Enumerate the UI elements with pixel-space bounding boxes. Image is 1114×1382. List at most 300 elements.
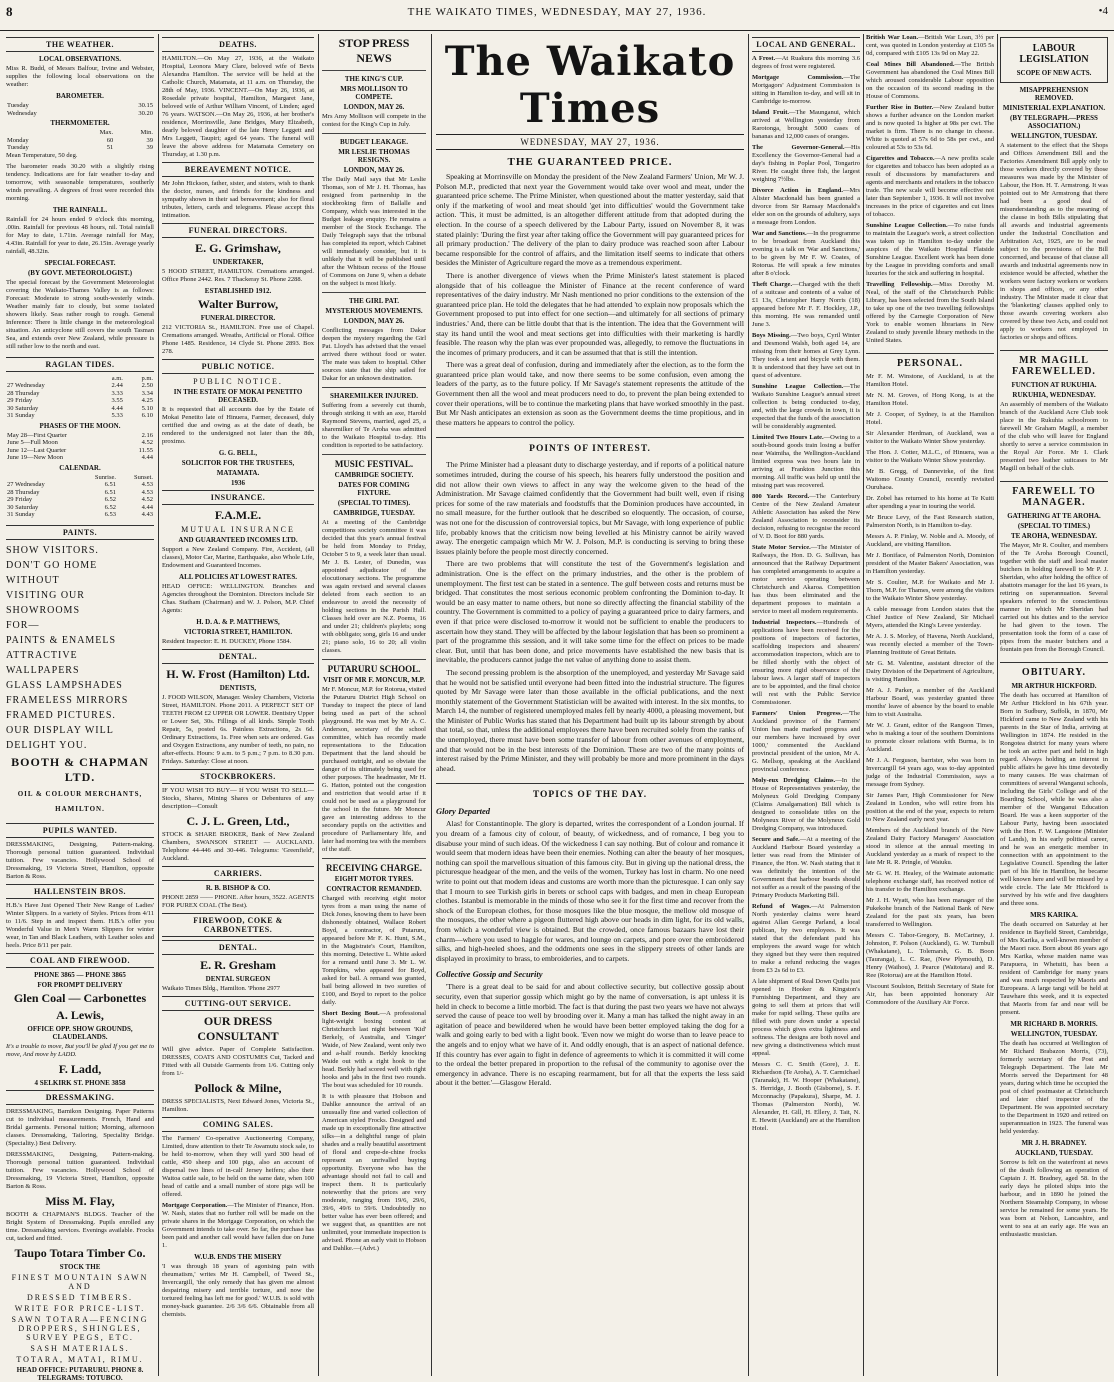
ad-line: FOR— [6, 619, 40, 631]
points-paragraph: The Prime Minister had a pleasant duty to discharge yesterday, and if reports of a political nature sometimes intruded, during the course of his speech, his hearers fully understood the position and did not allow their own views to affect in any way the welcome given to the head of the Administration. Mr Savage claimed confidently that the Government had built well, even if rising prices for some of the raw materials and foodstuffs that the Dominion produces have accounted, in no small measure, for the further outlook that he described so eloquently. The occasion, of course, was not one for the discussion of controversial topics, but Mr Savage, with long experience of public life, probably knows that the criticism now being levelled at his Ministry cannot be airily waved away. The energetic campaign which Mr W. J. Polson, M.P. is conducting is serving to bring these issues plainly before the people most directly concerned. [436, 460, 744, 556]
dressmaking-heading: DRESSMAKING. [6, 1090, 154, 1105]
news-item [752, 544, 860, 616]
barometer-reading: The barometer reads 30.20 with a slightly rising tendency. Indications are for fair weather to-day and tomorrow, with seasonable temperatures, southerly winds prevailing. A degrees of frost were recorded this morning. [6, 162, 154, 202]
news-item-text: —Hundreds of applications have been received for the positions of inspectors of factories, scaffolding inspectors and shearers' accommodation inspectors, which are to be filled shortly with the object of ensuring more rigid observance of the labour laws. A larger staff of inspectors are to be appointed, and the final choice will rest with the Public Service Commissioner. [752, 619, 860, 706]
dental-heading: DENTAL. [162, 649, 314, 664]
calendar-heading: CALENDAR. [59, 463, 101, 472]
budget-text: The Daily Mail says that Mr Leslie Thomas, son of Mr J. H. Thomas, has resigned from partnership in the stockbroking firm of Ballalle and Company, which was interested in the Budget leakage enquiry. He remains a member of the Stock Exchange. The Daily Telegraph says that the tribunal has completed its report, which Cabinet will immediately consider, but it is unlikely that it will be published until after the Whitsun recess of the House of Commons on June 9, when a debate on the subject is most likely. [322, 176, 426, 287]
putaruru-text: Mr F. Moncur, M.P. for Rotorua, visited the Putaruru District High School on Tuesday to inspect the piece of land being used as part of the school playground. He was met by Mr A. C. Anderson, secretary of the school committee, which has recently made representations to the Education Department that the land should be purchased outright, and so obviate the danger of its ultimately being used for other purposes. The headmaster, Mr H. G. Hatton, pointed out the congestion and restriction that would arise if it could not be used as a playground for the school in the future. Mr Moncur gave an interesting address to the secondary pupils on the activities and procedure of Parliamentary life, and later had morning tea with the members of the staff. [322, 686, 426, 853]
putaruru-heading: PUTARURU SCHOOL. [327, 664, 421, 674]
manager-dateline: TE AROHA, WEDNESDAY. [1010, 532, 1098, 540]
personal-item: Mr J. H. Wyatt, who has been manager of the Pukekohe branch of the National Bank of New Zealand for the past six years, has been transferred to Wellington. [866, 897, 994, 928]
topic-kicker: Glory Departed [436, 806, 491, 817]
burrow-est: ESTABLISHED 1912. [204, 287, 272, 295]
timber-line: TOTARA, MATAI, RIMU. [16, 1354, 144, 1364]
moon-table [6, 432, 154, 462]
frost-firm: H. W. Frost (Hamilton) Ltd. [166, 667, 310, 681]
column-2 [162, 34, 314, 1376]
insurance-rates: ALL POLICIES AT LOWEST RATES. [179, 573, 297, 581]
leader-title: THE GUARANTEED PRICE. [507, 156, 673, 168]
table-cell: 51 [106, 144, 114, 151]
coal-firm: A. Lewis, [56, 1007, 104, 1022]
news-item [866, 281, 994, 345]
wub-text: 'I was through 18 years of agonising pain with rheumatism,' writes Mr H. Campbell, of Tweed St., Invercargill, 'the only remedy that has given me almost despairing misery and terrible torture, and now the tortured feeling has left me for good.' W.U.B. is sold with money-back guarantee. 2/6 3/6 6/6. Obtainable from all chemists. [162, 1263, 314, 1318]
table-cell: May 28—First Quarter [7, 431, 67, 439]
flay-name: Miss M. Flay, [45, 1193, 115, 1208]
tides-heading: RAGLAN TIDES. [6, 357, 154, 372]
timber-line: WRITE FOR PRICE-LIST. [14, 1303, 146, 1313]
obituary-sub3: MR RICHARD B. MORRIS. [1010, 1020, 1098, 1028]
column-4 [436, 34, 744, 1376]
green-text: STOCK & SHARE BROKER, Bank of New Zealand Chambers, SWANSON STREET — AUCKLAND. Telephone 44-446 and 30-446. Telegrams: 'Greenfield', Auckland. [162, 831, 314, 862]
personal-item: Dr. Zobel has returned to his home at Te Kuiti after spending a year in touring the world. [866, 495, 994, 510]
divider [322, 133, 426, 134]
labour-heading: LABOUR LEGISLATION [1019, 43, 1089, 65]
magill-dateline: RUKUHIA, WEDNESDAY. [1012, 391, 1096, 399]
manager-text: The Mayor, Mr R. Coulter, and members of the Te Aroha Borough Council, together with the staff and local master butchers in holding farewell to Mr P. J. Sheridan, who after holding the office of abattoirs manager for the last 16 years, is retiring on superannuation. Several speakers referred to the conscientious manner in which Mr Sheridan had carried out his duties and to the service he had given to the town. The presentation took the form of a case of pipes from the master butchers and a fountain pen from the Borough Council. [1000, 542, 1108, 653]
table-cell: 4.44 [141, 503, 153, 511]
news-item-text: —The Waikato Sunshine League's annual street collection is being conducted to-day, and, with the large crowds in town, it is expected that the funds of the association will be considerably augmented. [752, 383, 860, 430]
table-cell: 3.34 [141, 389, 153, 397]
public-notice-text: It is requested that all accounts due by the Estate of Mokai Penetito late of Hinuera, Farmer, deceased, duly certified due and owing as at the date of death, be rendered to the undersigned not later than the 8th, proximo. [162, 406, 314, 445]
topic-kicker: Collective Gossip and Security [436, 969, 543, 980]
obituary-sub: MR ARTHUR HICKFORD. [1011, 682, 1097, 690]
personal-item: Mr G. M. Valentine, assistant director of the Dairy Division of the Department of Agriculture, is visiting Hamilton. [866, 660, 994, 683]
cutting-firm: OUR DRESS CONSULTANT [197, 1014, 279, 1043]
funeral-heading: FUNERAL DIRECTORS. [162, 223, 314, 238]
music-sub: CAMBRIDGE SOCIETY. [334, 471, 414, 479]
ladd-firm: F. Ladd, [58, 1061, 102, 1076]
table-cell: 30 Saturday [7, 404, 39, 412]
table-cell: 4.53 [141, 488, 153, 496]
ad-line: GLASS LAMPSHADES [6, 679, 123, 691]
table-cell: Sunrise. [94, 473, 116, 481]
public-notice-sign: G. G. BELL, [218, 449, 258, 457]
divider [322, 292, 426, 293]
coal-phone: PHONE 3865 — PHONE 3865 [34, 970, 126, 979]
personal-item: Messrs A. P. Finlay, W. Noble and A. Moody, of Auckland, are visiting Hamilton. [866, 533, 994, 548]
table-cell: 4.52 [141, 496, 153, 503]
news-item-text: —At Ruakura this morning 3.6 degrees of frost were registered. [752, 55, 860, 70]
news-item-text: —Charged with the theft of a suitcase and contents of a value of £1 13s, Christopher Harry Norris (18) appeared before Mr F. F. Hockley, J.P., this morning. He was remanded until June 3. [752, 281, 860, 328]
page-mark: •4 [1098, 5, 1108, 17]
news-item [752, 777, 860, 833]
forecast-by: (BY GOVT. METEOROLOGIST.) [27, 268, 133, 277]
kings-cup-dateline: LONDON, MAY 26. [343, 103, 405, 111]
news-item-text: —A new profits scale for cigarettes and tobacco has been adopted as a result of discussions by manufacturers and agents and merchants and retailers in the tobacco trade. The new scale will become effective not later than September 1, 1936. It will not involve increases in the price of cigarettes and cut lines of tobacco. [866, 155, 994, 218]
table-cell: 6.10 [141, 412, 153, 419]
table-cell: 28 Thursday [7, 488, 40, 496]
column-rule [997, 34, 998, 1376]
news-item [752, 619, 860, 707]
ad-firm-sub: OIL & COLOUR MERCHANTS, HAMILTON. [17, 789, 143, 813]
table-cell: 4.25 [141, 397, 153, 404]
news-item-kicker: Sunshine League Collection. [752, 383, 844, 390]
gresham-text: Waikato Times Bldg., Hamilton. 'Phone 2977 [162, 985, 281, 992]
magill-heading: MR MAGILL FAREWELLED. [1000, 350, 1108, 377]
pupils-heading: PUPILS WANTED. [6, 823, 154, 838]
manager-heading: FAREWELL TO MANAGER. [1000, 481, 1108, 508]
news-item-kicker: Moly-eux Dredging Claims. [752, 777, 836, 784]
mean-temp: Mean Temperature, 50 deg. [6, 151, 78, 159]
news-item-kicker: Divorce Action in England. [752, 187, 844, 194]
table-cell: 6.51 [104, 488, 116, 496]
boxing-body: —A professional light-weight boxing contest at Christchurch last night between 'Kid' Berkely, of Australia, and 'Ginger' Waide, of New Zealand, went only two and a-half rounds. Berkly knocking Waide out with a right hook to the head. Berkly had scored well with right hooks and jabs in the first two rounds. The bout was scheduled for 10 rounds. [322, 1010, 427, 1089]
news-item-kicker: Refund of Wages. [752, 903, 812, 910]
news-item [752, 1061, 860, 1133]
receiving-text: Charged with receiving eight motor tyres from a man using the name of Dick Jones, knowing them to have been dishonestly obtained, Wallace Robert Boyd, a contractor, of Putaruru, appeared before Mr F. K. Hunt, S.M., in the Magistrate's Court, Hamilton, this morning. Detective L. White asked for a remand until June 3. Mr L. W. Tompkins, who appeared for Boyd, asked for bail. A remand was granted, bail being allowed in two sureties of £100, and Boyd to report to the police daily. [322, 895, 426, 1006]
public-notice-heading: PUBLIC NOTICE. [162, 359, 314, 374]
news-item-text: Messrs C. C. Smith (Gore), J. E. Richardson (Te Aroha), A. T. Carmichael (Taranaki), H. W. Hooper (Whakatane), S. Herridge, J. Booth (Gisborne), S. F. Mcconnachy (Papakura), Sharpe, M. J. Thomas (Palmerston North), W. Alexander, H. Gill, H. Ellery, J. Tait, N. E. Hewitt (Auckland) are at the Hamilton Hotel. [752, 1061, 860, 1132]
news-item-kicker: War and Sanctions. [752, 230, 807, 237]
news-item-text: —Two boys, Cyril Winter and Desmond Walsh, both aged 14, are missing from their homes at Grey Lynn. They took a tent and bicycle with them. It is understood that they have set out in quest of adventure. [752, 332, 860, 379]
receiving-sub2: CONTRACTOR REMANDED. [326, 885, 422, 893]
table-cell: June 12—Last Quarter [7, 446, 67, 454]
news-item [752, 332, 860, 380]
news-item-text: A late shipment of Real Down Quilts just opened in Hooker & Kingston's Furnishing Department, and they are going to sell them at prices that will make for rapid selling. These quilts are filled with pure down under a special process which gives extra lightness and softness. The designs are both novel and new giving a distinctiveness which must appeal. [752, 978, 860, 1057]
timber-line: FINEST MOUNTAIN SAWN AND [11, 1272, 149, 1291]
coal-prompt: FOR PROMPT DELIVERY [37, 980, 123, 989]
news-item-kicker: Sunshine League Collection. [866, 222, 948, 229]
news-item-kicker: 800 Yards Record. [752, 493, 810, 500]
girl-pat-text: Conflicting messages from Dakar deepen the mystery regarding the Girl Pat. Lloyd's has advised that the vessel arrived there without food or water. The mate was taken to hospital. Other sources state that the ship sailed for Dakar for an unknown destination. [322, 327, 426, 382]
personal-item: Mr A. J. S. Morley, of Havena, North Auckland, was recently elected a member of the Town-Planning Institute of Great Britain. [866, 633, 994, 656]
news-item-kicker: The Governor-General. [752, 144, 845, 151]
ladd-sub: 4 SELKIRK ST. PHONE 3858 [34, 1078, 126, 1087]
personal-item: Mr J. Boniface, of Palmerston North, Dominion president of the Master Bakers' Association, was in Hamilton yesterday. [866, 552, 994, 575]
news-item-kicker: Coal Mines Bill Abandoned. [866, 61, 955, 68]
pollock-text: DRESS SPECIALISTS, Next Edward Jones, Victoria St., Hamilton. [162, 1098, 314, 1113]
personal-heading: PERSONAL. [866, 353, 994, 369]
news-item-kicker: Theft Charge. [752, 281, 793, 288]
timber-firm: Taupo Totara Timber Co. [14, 1245, 146, 1260]
news-item [752, 434, 860, 490]
thermometer-label: THERMOMETER. [50, 119, 110, 127]
column-7 [1000, 34, 1108, 1376]
column-1 [6, 34, 154, 1382]
personal-item: The Hon. J. Cotter, M.L.C., of Hinuera, was a visitor to the Waikato Winter Show yesterday. [866, 449, 994, 464]
labour-dateline: WELLINGTON, TUESDAY. [1010, 132, 1098, 140]
news-item-text: —The Canterbury Centre of the New Zealand Amateur Athletic Association has asked the New Zealand Association to reconsider its decision, refusing to recognise the record of V. D. Boot for 880 yards. [752, 493, 860, 540]
carriers-heading: CARRIERS. [162, 866, 314, 881]
hobson-ad: It is with pleasure that Hobson and Dahlke announce the arrival of an unusually fine and varied collection of American styled Frocks. Designed and made up in exceptionally fine attractive silks—in a delightful range of plain shades and a really beautiful assortment of floral and crepe-de-chine frocks represent an unrivalled buying opportunity. Everyone who has the advantage should not fail to call and inspect them. It is particularly noteworthy that the prices are very moderate, ranging from 19/6, 29/6, 39/6, 49/6 to 59/6. Undoubtedly no better value has ever been offered; and we suggest that, as quantities are not unlimited, your immediate inspection is advised. Phone an early visit to Hobson and Dahlke.—(Advt.) [322, 1093, 426, 1252]
girl-pat-dateline: LONDON, MAY 26. [343, 317, 405, 325]
green-firm: C. J. L. Green, Ltd., [186, 814, 290, 828]
dressmaking-text: DRESSMAKING, Designing, Pattern-making. Thorough personal tuition guaranteed. Individual tuition. Few vacancies. Hollywood School of Dressmaking, 19 Victoria Street, Hamilton, opposite Barton & Ross. [6, 1150, 154, 1190]
receiving-sub: EIGHT MOTOR TYRES. [334, 875, 414, 883]
coal-brand: Glen Coal — Carbonettes [13, 990, 147, 1005]
grimshaw-text: 5 HOOD STREET, HAMILTON. Cremations arranged. Office Phone 2442. Res. 7 Thackeray St. Phone 2288. [162, 268, 314, 283]
manager-sub: GATHERING AT TE AROHA. [1007, 512, 1101, 520]
table-cell [6, 129, 71, 137]
table-cell: 27 Wednesday [7, 382, 45, 389]
table-cell: 31 Sunday [7, 511, 35, 518]
insurance-agents: H. D. A. & P. MATTHEWS, [196, 618, 280, 626]
pollock-firm: Pollock & Milne, [194, 1081, 282, 1095]
ad-line: OUR DISPLAY WILL DELIGHT YOU. [6, 724, 114, 751]
budget-sub: MR LESLIE THOMAS RESIGNS. [338, 148, 410, 164]
ad-firm: BOOTH & CHAPMAN LTD. [11, 754, 149, 784]
local-general-list [752, 55, 860, 1133]
public-notice-estate: IN THE ESTATE OF MOKAI PENETITO DECEASED. [173, 388, 303, 404]
news-item [752, 903, 860, 975]
news-item-kicker: Cigarettes and Tobacco. [866, 155, 935, 162]
running-header [0, 0, 1114, 31]
news-item-kicker: Further Rise in Butter. [866, 104, 934, 111]
news-item [752, 109, 860, 141]
personal-item: Mr J. A. Ferguson, barrister, who was born in Invercargill 64 years ago, was to-day appointed judge of the Industrial Commission, says a message from Sydney. [866, 757, 994, 788]
obituary-dateline4: AUCKLAND, TUESDAY. [1015, 1149, 1093, 1157]
rainfall-label: THE RAINFALL. [52, 205, 108, 214]
insurance-office: HEAD OFFICE: WELLINGTON. Branches and Agencies throughout the Dominion. Directors include Sir Chas. Statham (Chairman) and W. J. Polson, M.P. Chief Agents: [162, 583, 314, 614]
weather-intro: Miss R. Budd, of Messrs Balfour, Irvine and Webster, supplies the following local observations on the weather: [6, 65, 154, 88]
forecast-text: The special forecast by the Government Meteorologist covering the Waikato-Thames Valley is as follows: Forecast: Moderate to strong south-westerly winds. Weather mainly fair to cloudy, but some isolated showers likely. Seas rather rough to rough. General Inference: There is little change in the meteorological situation. An anticyclone still covers the south Tasman Sea, and extends over New Zealand, while pressure is still rather low to the north and east. [6, 278, 154, 350]
barometer-label: BAROMETER. [56, 92, 104, 100]
insurance-firm: F.A.M.E. [214, 508, 262, 522]
news-item-text: —The British Government has abandoned the Coal Mines Bill which aroused considerable Labour opposition on the occasion of its second reading in the House of Commons. [866, 61, 994, 100]
sharemilker-heading: SHAREMILKER INJURED. [330, 392, 418, 400]
divider [322, 659, 426, 660]
news-item [752, 710, 860, 774]
tides-table [6, 375, 154, 420]
news-item [752, 836, 860, 900]
news-item [752, 493, 860, 541]
news-item-kicker: Boys Missing. [752, 332, 791, 339]
cutting-text: Will give advice. Paper of Complete Satisfaction. DRESSES, COATS AND COSTUMES Cut, Tacked and Fitted with all Outside Garments from 1/6. Cutting only from 1/- [162, 1046, 314, 1077]
thermometer-table [6, 129, 154, 152]
divider [322, 858, 426, 859]
wub-heading: W.U.B. ENDS THE MISERY [194, 1253, 282, 1261]
insurance-text: Support a New Zealand Company. Fire, Accident, (all classes), Motor Car, Marine, Earthquake, also Whole Life, Endowment and Guaranteed Incomes. [162, 546, 314, 569]
timber-stock: STOCK THE [59, 1262, 101, 1271]
table-cell: 2.44 [111, 382, 123, 389]
hallenstein-text: H.B.'s Have Just Opened Their New Range of Ladies' Winter Slippers. In a variety of Styles. Prices from 4/11 to 11/6. Step in and inspect them. H.B.'s offer you Wonderful Value in Men's Warm Slippers for winter wear, in Tan and Black Leathers, with Leather soles and heels. Price 8/11 per pair. [6, 901, 154, 949]
table-cell: 28 Thursday [7, 389, 40, 397]
news-item-kicker: Farmers' Union Progress. [752, 710, 843, 717]
news-item [752, 74, 860, 106]
obituary-text2: The death occurred on Saturday at her residence in Bayfield Street, Cambridge, of Mrs Karika, a well-known member of the Maori race. Born about 86 years ago Mrs Karika, whose maiden name was Parapuera, in Whetuiti, has been a resident of Cambridge for many years and was much respected by Maoris and Europeans. A large tangi will be held at Tauwhare this week, and it is expected that Maoris from far and near will be present. [1000, 921, 1108, 1016]
column-rule [863, 34, 864, 1376]
masthead: The Waikato Times [444, 38, 736, 132]
table-cell: 5.10 [141, 404, 153, 412]
table-cell: p.m. [141, 374, 153, 382]
news-item [866, 222, 994, 278]
personal-item: Mr Bruce Levy, of the Fast Research station, Palmerston North, is in Hamilton to-day. [866, 514, 994, 529]
labour-sub3: MINISTERIAL EXPLANATION. [1002, 104, 1106, 112]
points-paragraph: The second pressing problem is the absorption of the unemployed, and yesterday Mr Savage said that he would not be satisfied until everyone had been fitted into the industrial structure. The figures quoted by Mr Savage were later than those available in the official publications, and the next monthly statement of the Government Statistician will be awaited with interest. In the six months, to March 14, the number of registered unemployed males fell by nearly 4000, a pleasing movement, but the Minister of Public Works has stated that his Department had built up its labour strength by about that total, so that, unless the additional employees there have been recruited solely from the ranks of the unemployed, there must have been some transfer of labour from other avenues of employment, and that would not be in the best interests of the Dominion. These are two of the many points of interest raised by the Prime Minister, and they will probably be more and more prominent in the days ahead. [436, 667, 744, 773]
bereavement-heading: BEREAVEMENT NOTICE. [162, 162, 314, 177]
table-cell: Max. [99, 129, 114, 136]
news-item [866, 104, 994, 152]
table-cell: 3.55 [111, 397, 123, 404]
insurance-inspector: Resident Inspector: E. H. DUCKEY, Phone 1584. [162, 638, 292, 645]
table-cell: Monday [7, 136, 29, 144]
table-cell [6, 375, 94, 383]
labour-sub: SCOPE OF NEW ACTS. [1016, 69, 1092, 77]
divider [322, 70, 426, 71]
column-rule [318, 34, 319, 1376]
table-cell: 4.52 [141, 439, 153, 446]
boxing-text [322, 1010, 426, 1090]
news-item-text: —Miss Dorothy M. Neal, of the staff of the Christchurch Public Library, has been selected from the South Island to take up one of the two travelling fellowships offered by the Carnegie Corporation of New York to enable women librarians in New Zealand to study juvenile library methods in the United States. [866, 281, 995, 344]
budget-dateline: LONDON, MAY 26. [343, 166, 405, 174]
obituary-sub2: MRS KARIKA. [1030, 911, 1078, 919]
insurance-agents-addr: VICTORIA STREET, HAMILTON. [183, 628, 293, 636]
ad-line: FRAMELESS MIRRORS [6, 694, 129, 706]
labour-box [1000, 37, 1108, 83]
kings-cup-sub: MRS MOLLISON TO COMPETE. [340, 85, 408, 101]
weather-section [6, 37, 154, 351]
timber-line: SASH MATERIALS. [30, 1343, 130, 1353]
table-cell: Min. [140, 129, 153, 136]
news-item-text: —At a meeting of the Auckland Harbour Board yesterday a letter was read from the Minister of Finance, the Hon. W. Nash stating that it was definitely the intention of the Government that harbour boards should not suffer as a result of the passing of the Primary Products Marketing Bill. [752, 836, 860, 899]
weather-sub: LOCAL OBSERVATIONS. [39, 55, 121, 63]
news-item-kicker: Limited Two Hours Late. [752, 434, 824, 441]
table-cell: Tuesday [7, 102, 29, 109]
personal-item: Viscount Soulston, British Secretary of State for Air, has been appointed honorary Air Commodore of the Auxiliary Air Force. [866, 983, 994, 1006]
table-cell: 11.55 [138, 446, 153, 454]
bishop-firm: R. B. BISHOP & CO. [205, 884, 271, 892]
personal-item: Mr J. Cooper, of Sydney, is at the Hamilton Hotel. [866, 411, 994, 426]
insurance-heading: INSURANCE. [162, 490, 314, 505]
news-item [752, 187, 860, 227]
pupils-text: DRESSMAKING, Designing, Pattern-making. Thorough personal tuition guaranteed. Individual tuition. Few vacancies. Hollywood School of Dressmaking, 19 Victoria Street, Hamilton, opposite Barton & Ross. [6, 840, 154, 880]
girl-pat-heading: THE GIRL PAT. [349, 297, 399, 305]
gresham-firm: E. R. Gresham [200, 958, 276, 972]
personal-item: Mr W. J. Grant, editor of the Rangoon Times, who is making a tour of the southern Dominions to promote closer relations with Burma, is in Auckland. [866, 722, 994, 753]
timber-line: SAWN TOTARA—FENCING DROPPERS, SHINGLES, SURVEY PEGS, ETC. [11, 1314, 149, 1342]
obituary-dateline3: WELLINGTON, TUESDAY. [1010, 1030, 1098, 1038]
table-cell: Sunset. [134, 473, 153, 481]
news-item-text: —At Palmerston North yesterday claims were heard against Allan George Parland, a local publican, by two employees. It was stated that the defendant paid his employees the award wage for which they signed but they were then required to make a refund reducing the wages from £3 2s 6d to £3. [752, 903, 860, 974]
stockbrokers-text: IF YOU WISH TO BUY— If YOU WISH TO SELL— Stocks, Shares, Mining Shares or Debentures of any description—Consult [162, 787, 314, 810]
news-item-kicker: Secure and Safe. [752, 836, 800, 843]
frost-role: DENTISTS, [219, 684, 257, 692]
news-item [866, 155, 994, 219]
points-title: POINTS OF INTEREST. [436, 437, 744, 454]
table-cell: 30.20 [138, 109, 153, 117]
news-item-text: —To raise funds to maintain the League's work, a street collection was taken up in Hamilton to-day under the auspices of the Waikato Hospital Flatside Sunshine League. Excellent work has been done by the League in providing comforts and small luxuries for the sick and suffering in hospital. [866, 222, 994, 277]
personal-item: Mr B. Gregg, of Dannevirke, of the first Waitomo County Council, recently revisited Ouruhaoa. [866, 468, 994, 491]
kings-cup-heading: THE KING'S CUP. [344, 75, 404, 83]
news-item [752, 281, 860, 329]
insurance-line2: AND GUARANTEED INCOMES LTD. [178, 536, 298, 544]
news-item-kicker: British War Loan. [866, 34, 919, 41]
news-item-kicker: Island Fruit. [752, 109, 790, 116]
personal-item: Mr A. J. Parker, a member of the Auckland Harbour Board, was yesterday granted three months' leave of absence by the board to enable him to visit Australia. [866, 687, 994, 718]
putaruru-sub: VISIT OF MR F. MONCUR, M.P. [323, 676, 425, 684]
magill-text: An assembly of members of the Waikato branch of the Auckland Acre Club took place in the Rukuhia schoolroom to farewell Mr Graham Magill, a member of the club who will leave for England shortly to serve a service commission in the Royal Air Force. Mr I. Clark presented two leather suitcases to Mr Magill on behalf of the club. [1000, 401, 1108, 472]
news-item [866, 61, 994, 101]
frost-text: J. FOOD WILSON, Manager. Wesley Chambers, Victoria Street, HAMILTON. Phone 2011. A PERFECT SET OF TEETH FROM £2 UPPER OR LOWER. Dentistry Upper or Lower Set, 30s. Fillings of all kinds. Simple Tooth Repair, 5s, posted 6s. Painless Extractions, 2s 6d. Ordinary Extractions, 1s. Free when sets are ordered. Gas and Oxygen Extractions, any number of teeth, no pain, no after-effects. Hours: 9 a.m. to 5 p.m.; 7 p.m. to 8.30 p.m. Fridays. Saturday: Close at noon. [162, 694, 314, 765]
table-cell: 5.33 [111, 412, 123, 419]
news-item [866, 34, 994, 58]
news-item [752, 230, 860, 278]
stop-press-heading: STOP PRESS NEWS [338, 36, 410, 65]
table-cell: 3.33 [111, 389, 123, 397]
table-cell: 6.53 [104, 511, 116, 518]
mortgage-kicker: Mortgage Corporation. [162, 1202, 228, 1209]
table-cell: June 5—Full Moon [7, 439, 58, 446]
divider [322, 387, 426, 388]
table-cell: Tuesday [7, 144, 29, 151]
mortgage-body: —The Minister of Finance, Hon. W. Nash, states that no further roll will be made on the private shares in the Mortgage Corporation, on which the Government intends to take over. So far, the purchase has been paid and another call would have fallen due on June 1. [162, 1202, 314, 1249]
rainfall-text: Rainfall for 24 hours ended 9 o'clock this morning, .00in. Rainfall for previous 48 hours, nil. Total rainfall for May to date, 1.71in. Average rainfall for May, 4.43in. Rainfall for year to date, 26.15in. Average yearly rainfall, 48.32in. [6, 215, 154, 255]
news-item-text: —The Mortgagors' Adjustment Commission is sitting in Hamilton to-day, and will sit in Cambridge to-morrow. [752, 74, 860, 105]
public-notice-place: MATAMATA. [216, 469, 260, 477]
personal-item: Mr N. M. Groves, of Hong Kong, is at the Hamilton Hotel. [866, 392, 994, 407]
grimshaw-firm: E. G. Grimshaw, [195, 241, 281, 255]
table-cell: a.m. [111, 374, 123, 382]
table-cell: 4.43 [141, 511, 153, 518]
showroom-ad [6, 543, 154, 817]
table-cell: 31 Sunday [7, 412, 35, 419]
music-text: At a meeting of the Cambridge competitions society committee it was decided that this year's annual festival be held from Monday to Friday, October 5 to 9, a week later than usual. Mr J. B. Lester, of Dunedin, was appointed adjudicator of the elocutionary sections. The programme was again revised and several classes deleted from each section to an endeavour to avoid the necessity of holding sections in the Parish Hall. Classes held over are N.Z. Poems, 16 and under 21; children's playlets; song with obbligato; song, girls 16 and under 21; piano solo, 16 to 20; all violin classes. [322, 519, 426, 654]
mortgage-text [162, 1202, 314, 1250]
cutting-heading: CUTTING-OUT SERVICE. [162, 996, 314, 1011]
ad-line: ATTRACTIVE WALLPAPERS [6, 649, 80, 676]
bereavement-text: Mr John Hickson, father, sister, and sisters, wish to thank the doctor, nurses, and friends for the kindness and sympathy shown in their sad bereavement; also for floral tributes, letters, cards and telegrams. Please accept this intimation. [162, 180, 314, 219]
public-notice-title: PUBLIC NOTICE. [193, 377, 283, 386]
music-dateline: CAMBRIDGE, TUESDAY. [333, 509, 415, 517]
labour-by: (BY TELEGRAPH.—PRESS ASSOCIATION.) [1010, 114, 1098, 130]
table-cell [6, 474, 76, 482]
labour-text: A statement to the effect that the Shops and Offices Amendment Bill and the Factories Amendment Bill apply only to those workers directly covered by those measures was made by the Minister of Labour, the Hon. H. T. Armstrong. It was pointed out to Mr Armstrong that there had been a good deal of misunderstanding as to the meaning of the clause in both Bills stipulating that all awards and industrial agreements under the Industrial Conciliation and Arbitration Act, 1925, are to be read subject to the provisions of the Bill concerned, and because of that clause all awards and industrial agreements now in existence would be affected, whether the workers were factory workers or workers in shops and offices, or any other industry. The Minister made it clear that the 'blanketing' clauses applied only to those awards covering workers also covered by these two Acts, and could not apply to workers not employed in factories or shops and offices. [1000, 142, 1108, 341]
news-item-text: —In the House of Representatives yesterday, the Molyneux Gold Dredging Company (Claims Amalgamation) Bill which is designed to consolidate titles on the Molyneux River of the Molyneux Gold Dredging Company, was introduced. [752, 777, 860, 832]
table-cell: 2.50 [141, 382, 153, 389]
table-cell: June 19—New Moon [7, 454, 63, 461]
girl-pat-sub: MYSTERIOUS MOVEMENTS. [325, 307, 423, 315]
kings-cup-text: Mrs Amy Mollison will compete in the contest for the King's Cup in July. [322, 113, 426, 128]
news-item-text: —The Maunganui, which arrived at Wellington yesterday from Rarotonga, brought 5000 cases of bananas and 12,000 cases of oranges. [752, 109, 860, 140]
table-cell: 29 Friday [7, 397, 33, 404]
timber-line: DRESSED TIMBERS. [26, 1292, 134, 1302]
dental2-heading: DENTAL. [162, 940, 314, 955]
labour-sub2: MISAPPREHENSION REMOVED. [1019, 86, 1089, 102]
leader-paragraph: There was a great deal of confusion, during and immediately after the election, as to the form the guaranteed price plan would take, and now there seems to be some confusion, even among the leaders of the party, as to the future policy. If Mr Savage's statement represents the attitude of the Government then all the wool and meat producers need to do, to prevent the plan being extended to cover their operations, will be to continue the marketing plans that have worked smoothly in the past. But Mr Nash anticipates an extension as soon as the Government deems the time propitious, and in these matters he appears to control the policy. [436, 360, 744, 427]
table-cell: 6.52 [104, 496, 116, 503]
music-sub2: DATES FOR COMING FIXTURE. [338, 481, 410, 497]
personal-item: Members of the Auckland branch of the New Zealand Dairy Factory Managers' Association stood in silence at the annual meeting in Auckland yesterday as a mark of respect to the late Mr R. R. Pringle, of Waiuku. [866, 827, 994, 866]
deaths-text: HAMILTON.—On May 27, 1936, at the Waikato Hospital, Leonora Mary Clare, beloved wife of Bevis Alexandra Hamilton. The service will be held at the Catholic Church, Matamata, at 11 a.m. on Thursday, the 28th of May, 1936. VINCENT.—On May 26, 1936, at Rosedale private hospital, Hamilton, Margaret Jane, beloved wife of Arthur William Vincent, of Linden; aged 76 years. WATSON.—On May 26, 1936, at her brother's residence, Morrinsville, Jane Bridges, Mary Elizabeth, dearly beloved daughter of the late Henry Leggett and Mrs Leggett, Taupiri; aged 64 years. The funeral will leave the above address for Matamata Cemetery on Thursday, at 1.30 p.m. [162, 55, 314, 158]
paints-heading: PAINTS. [6, 525, 154, 540]
table-cell: 6.51 [104, 481, 116, 488]
coal-office: OFFICE OPP. SHOW GROUNDS, CLAUDELANDS. [27, 1024, 133, 1041]
table-cell: Wednesday [7, 109, 37, 117]
table-cell: 29 Friday [7, 496, 33, 503]
ad-line: SHOW VISITORS. [6, 544, 99, 556]
obituary-text: The death has occurred at Hamilton of Mr Arthur Hickford in his 67th year. Born in Sudbury, Suffolk, in 1870, Mr Hickford came to New Zealand with his parents in the Star of India, arriving at Wellington in 1874. He resided in the Rongotea district for many years where he took an active part and held in high regard. Always holding an interest in public affairs he gave his time devotedly to many causes. He was chairman of committees of several Wanganui schools, including the Girls' College and of the Boarding School, while he was also a member of the Wanganui Education Board. He was a keen supporter of the Labour Party, having been associated with the Hon. F. W. Langstone (Minister of Lands), in his early political career, and he was an energetic member in connection with an appointment to the Legislative Council. Spending the latter part of his life in Hamilton, he became well known here and will be missed by a wide circle. The late Mr Hickford is survived by his wife and five daughters and three sons. [1000, 692, 1108, 907]
table-cell: 4.53 [141, 481, 153, 488]
ad-line: PAINTS & ENAMELS [6, 634, 117, 646]
table-cell: 6.52 [104, 503, 116, 511]
leader-paragraph: There is another divergence of views when the Prime Minister's latest statement is placed alongside that of his colleague the Minister of Finance at the recent conference of ward representatives of the dairy industry. Mr Nash mentioned no prior conditions to the extension of the guaranteed price plan. He told the delegates that he had attended 'to explain now proposals which the Government proposed to put into effect for one section—and ultimately for all sections of primary industries.' And, there can be little doubt that that is the intention. The idea that the Government will stay its hand until the wool and meat sections get into difficulties with their marketing is hardly feasible. The reason why the plan was ever propounded was, allegedly, to remove the fluctuations in the incomes of primary producers, and it can be assumed that that is still the intention. [436, 270, 744, 357]
obituary-text4: Sorrow is felt on the waterfront at news of the death following an operation of Captain J. H. Bradney, aged 58. In the early days he piloted ships into the harbour, and in 1890 he joined the Northern Steamship Company, in whose service he remained for some years. He was born at Nelson, Lancashire, and went to sea at an early age. He was an enthusiastic musician. [1000, 1159, 1108, 1238]
coal-heading: COAL AND FIREWOOD. [6, 953, 154, 968]
news-item-text: —The Minister of Railways, the Hon. D. G. Sullivan, has announced that the Railway Department has completed arrangements to acquire a motor service operating between Christchurch and Akaroa. Competition has thus been eliminated and the department proposes to maintain a service to meet all modern requirements. [752, 544, 860, 615]
music-heading: MUSIC FESTIVAL. [334, 459, 414, 469]
table-cell: 39 [146, 144, 153, 151]
forecast-label: SPECIAL FORECAST. [44, 258, 116, 267]
table-cell: 39 [146, 136, 153, 144]
news-item [752, 144, 860, 184]
burrow-firm: Walter Burrow, [197, 297, 279, 311]
bishop-text: PHONE 2859 —— PHONE. After hours, 3522. AGENTS FOR PUREX COAL (The Best). [162, 894, 314, 909]
table-cell: 60 [106, 136, 114, 144]
news-item-text: —British War Loan, 3½ per cent, was quoted in London yesterday at £105 5s 0d, compared with £105 13s 9d on May 22. [866, 34, 994, 57]
firewood-sub: FIREWOOD, COKE & CARBONETTES. [162, 913, 314, 937]
coal-verse: It's a trouble to move, But you'll be glad If you get me to move, And move by LADD. [6, 1042, 154, 1058]
